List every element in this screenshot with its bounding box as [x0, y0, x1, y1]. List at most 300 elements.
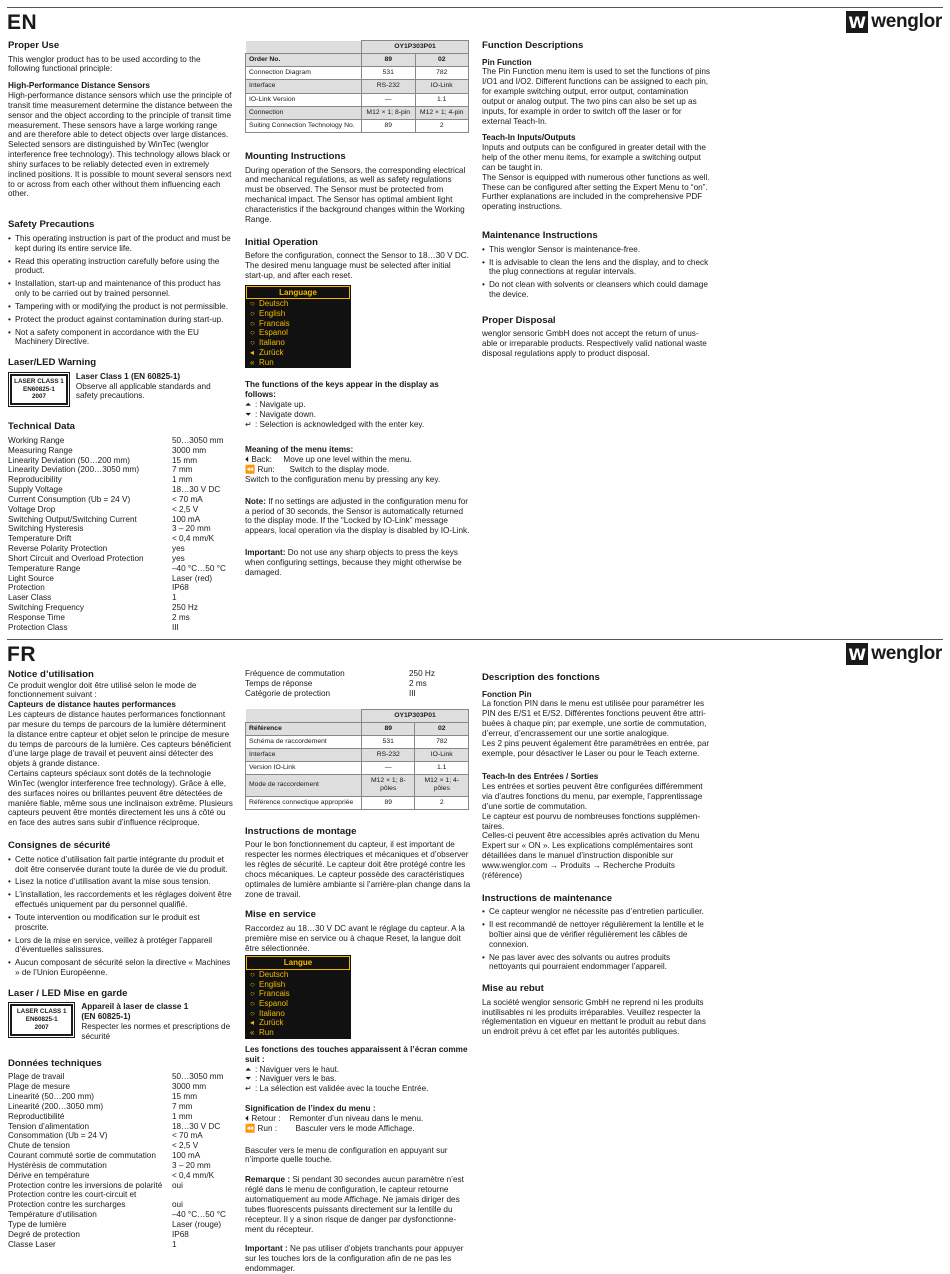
- list-item: • Il est recommandé de nettoyer régulièrement la lentille et le boîtier ainsi que de vérifier régulièrement les câbles de connexion.: [482, 920, 710, 950]
- tech-label: Classe Laser: [8, 1239, 56, 1249]
- table-cell: Suiting Connection Technology No.: [246, 119, 362, 132]
- menu-item: [246, 299, 350, 309]
- list-item: • Not a safety component in accordance with the EU Machinery Directive.: [8, 328, 233, 348]
- tech-label: Response Time: [8, 613, 65, 623]
- tech-data-table: [8, 1072, 233, 1249]
- teach-body-3: Celles-ci peuvent être accessibles après activation du Menu Expert sur « ON ». Les explications complémentaires sont détaillées dans le manuel d’instruction disponible sur www.wenglor.com → Produits → Recherche Produits (référence): [482, 831, 700, 880]
- order-table: [245, 709, 469, 810]
- tech-label: Hystérésis de commutation: [8, 1160, 107, 1170]
- laser-note: Respecter les normes et prescriptions de sécurité: [81, 1022, 231, 1041]
- radio-icon: ○: [250, 308, 255, 318]
- tech-title: Données techniques: [8, 1057, 102, 1069]
- meaning-back: [245, 455, 471, 465]
- menu-item: [246, 348, 350, 358]
- initial-body: Before the configuration, connect the Sensor to 18…30 V DC. The desired menu language must be selected after initial start-up, and after each reset.: [245, 251, 469, 280]
- table-header-cell: 89: [362, 722, 415, 735]
- tech-value: 50…3050 mm: [172, 435, 224, 445]
- table-row: [246, 67, 469, 80]
- tech-label: Degré de protection: [8, 1229, 80, 1239]
- key-up: [245, 400, 471, 410]
- table-cell: M12 × 1; 4-pin: [415, 106, 469, 119]
- tech-row: [245, 679, 470, 689]
- run-icon: ⏪: [245, 465, 258, 475]
- tech-value: < 0,4 mm/K: [172, 1170, 215, 1180]
- tech-label: Consommation (Ub = 24 V): [8, 1131, 108, 1141]
- mounting-title: Mounting Instructions: [245, 151, 346, 163]
- tech-value: < 2,5 V: [172, 504, 199, 514]
- mounting-body: During operation of the Sensors, the corresponding electrical and mechanical regulations, as well as safety regulations must be observed. The Sensor must be protected from mechanical impact. The Sensor has optimal ambient light characteristics if the background changes within the Working Range.: [245, 165, 466, 224]
- tech-label: Short Circuit and Overload Protection: [8, 553, 144, 563]
- laser-text: [76, 372, 233, 402]
- table-cell: 1.1: [415, 762, 469, 775]
- important-paragraph: [245, 548, 471, 578]
- tech-row: [8, 554, 233, 564]
- table-cell: Interface: [246, 749, 362, 762]
- tech-value: 15 mm: [172, 1092, 198, 1101]
- tech-value: < 70 mA: [172, 494, 203, 504]
- order-table: [245, 40, 469, 133]
- table-cell: Schéma de raccordement: [246, 735, 362, 748]
- key-down: [245, 1074, 471, 1084]
- tech-value: 3 – 20 mm: [172, 524, 211, 534]
- list-item: • Lors de la mise en service, veillez à protéger l’appareil d’éventuelles salissures.: [8, 936, 233, 956]
- important-paragraph: [245, 1244, 471, 1274]
- run-key: Run:: [257, 465, 275, 475]
- model-number: OY1P303P01: [362, 41, 469, 54]
- run-value: Switch to the display mode.: [289, 465, 390, 475]
- wenglor-logo-icon: W: [846, 11, 868, 33]
- proper-use-intro: Ce produit wenglor doit être utilisé selon le mode de fonctionnement suivant :: [8, 680, 197, 700]
- tech-label: Protection contre les inversions de polarité: [8, 1180, 163, 1190]
- tech-row: [8, 515, 233, 525]
- important-label: Important :: [245, 1244, 288, 1254]
- back-key: Retour :: [251, 1113, 281, 1123]
- tech-row: [8, 1151, 233, 1161]
- teach-body-2: Le capteur est pourvu de nombreuses fonctions supplémentaires.: [482, 811, 701, 831]
- back-icon: ◂: [250, 347, 255, 357]
- proper-use-body-2: Certains capteurs spéciaux sont dotés de la technologie WinTec (wenglor interference free technology). Grâce à elle, des surfaces noires ou brillantes peuvent être détectées de manière fiable, même sous une inclinaison extrême. Plusieurs capteurs peuvent être montés directement les uns à côté ou en face des autres sans subir d’influence réciproque.: [8, 769, 233, 828]
- tech-data-table-cont: [245, 669, 470, 699]
- tech-label: Plage de travail: [8, 1072, 65, 1082]
- brand-name: wenglor: [871, 643, 942, 664]
- menu-item-label: English: [259, 979, 286, 989]
- pin-body: La fonction PIN dans le menu est utilisée pour paramétrer les PIN des E/S1 et E/S2. Différentes fonctions peuvent être attribuées à chaque pin; par exemple, une sortie de commutation, d’erreur, d’encrassement our une sortie analogique.: [482, 699, 707, 738]
- column-1: [8, 40, 233, 633]
- arrow-up-icon: ⏶: [245, 399, 252, 409]
- menu-title: Langue: [246, 956, 350, 970]
- tech-value: 18…30 V DC: [172, 1121, 221, 1131]
- tech-row: [245, 669, 470, 679]
- table-cell: RS-232: [362, 80, 416, 93]
- table-row: [246, 735, 469, 748]
- table-cell: M12 × 1; 8-pôles: [362, 775, 415, 796]
- column-1: [8, 669, 233, 1250]
- list-item: • This operating instruction is part of the product and must be kept during its entire service life.: [8, 234, 233, 254]
- table-header-cell: 89: [362, 54, 416, 67]
- proper-use-body: Les capteurs de distance hautes performances fonctionnant par mesure du temps de parcours de la lumière déterminent la distance entre capteur et objet selon le principe de mesure du temps de parcours de la lumière. Ces capteurs bénéficient d’une large plage de travail et peuvent ainsi détecter des objets à grande distance.: [8, 710, 232, 769]
- tech-data-table: [8, 436, 233, 633]
- list-item: • Ce capteur wenglor ne nécessite pas d’entretien particulier.: [482, 907, 710, 917]
- tech-label: Reproducibility: [8, 475, 62, 485]
- tech-label: Dérive en température: [8, 1170, 90, 1180]
- table-row: [246, 762, 469, 775]
- table-cell: 2: [415, 119, 469, 132]
- top-rule: [7, 7, 943, 8]
- note-label: Note:: [245, 496, 266, 506]
- table-cell: —: [362, 762, 415, 775]
- tech-row: [8, 446, 233, 456]
- badge-line: EN60825-1: [25, 1016, 58, 1024]
- tech-row: [8, 574, 233, 584]
- section-rule: [7, 639, 943, 640]
- menu-item-label: Espanol: [259, 328, 288, 338]
- tech-label: Linearité (200…3050 mm): [8, 1101, 104, 1111]
- tech-value: 1: [172, 593, 177, 603]
- tech-value: 250 Hz: [409, 669, 435, 678]
- badge-line: EN60825-1: [23, 385, 55, 393]
- tech-value: 1 mm: [172, 1111, 193, 1121]
- brand-logo: [846, 643, 942, 666]
- tech-value: 7 mm: [172, 1101, 193, 1111]
- laser-class-badge: [10, 374, 68, 406]
- tech-row: [8, 583, 233, 593]
- language-menu-display: [245, 285, 351, 369]
- table-row: [246, 80, 469, 93]
- table-cell: —: [362, 93, 416, 106]
- laser-warning: [8, 1002, 233, 1041]
- tech-label: Switching Output/Switching Current: [8, 514, 137, 524]
- menu-item: [246, 328, 350, 338]
- table-cell: IO-Link Version: [246, 93, 362, 106]
- run-value: Basculer vers le mode Affichage.: [295, 1123, 415, 1133]
- language-code: EN: [7, 11, 38, 34]
- disposal-body: La société wenglor sensoric GmbH ne reprend ni les produits inutilisables ni les produits irréparables. Veuillez respecter la réglementation en vigueur en mettant le produit au rebut dans un endroit prévu à cet effet par les autorités publiques.: [482, 997, 706, 1037]
- safety-list: [8, 234, 233, 347]
- important-text: Do not use any sharp objects to press the keys when configuring settings, because they might otherwise be damaged.: [245, 548, 462, 577]
- tech-row: [8, 1181, 233, 1191]
- key-down-text: : Naviguer vers le bas.: [255, 1074, 337, 1084]
- tech-row: [8, 495, 233, 505]
- keys-title: The functions of the keys appear in the display as follows:: [245, 380, 439, 400]
- tech-label: Current Consumption (Ub = 24 V): [8, 494, 131, 504]
- tech-label: Température d’utilisation: [8, 1210, 97, 1220]
- proper-use-title: Proper Use: [8, 40, 60, 51]
- teach-body-2: The Sensor is equipped with numerous other functions as well. These can be configured after setting the Expert Menu to “on”. Further explanations are included in the comprehensive PDF operating instructions.: [482, 172, 710, 212]
- tech-row: [8, 456, 233, 466]
- tech-value: IP68: [172, 1229, 189, 1239]
- tech-value: [172, 1190, 233, 1200]
- maintenance-list: [482, 907, 710, 972]
- laser-title: Laser / LED Mise en garde: [8, 987, 128, 999]
- tech-label: Working Range: [8, 435, 65, 445]
- menu-item: [246, 319, 350, 329]
- list-item: • Read this operating instruction carefully before using the product.: [8, 257, 233, 277]
- tech-label: Linearity Deviation (200…3050 mm): [8, 465, 140, 475]
- laser-note: Observe all applicable standards and safety precautions.: [75, 381, 211, 401]
- tech-label: Tension d’alimentation: [8, 1121, 90, 1131]
- list-item: • Protect the product against contamination during start-up.: [8, 315, 233, 325]
- table-header-cell: Référence: [246, 722, 362, 735]
- arrow-down-icon: ⏷: [245, 409, 252, 419]
- tech-label: Catégorie de protection: [245, 688, 331, 698]
- tech-row: [8, 1161, 233, 1171]
- tech-row: [8, 1200, 233, 1210]
- table-row: [246, 749, 469, 762]
- tech-value: 100 mA: [172, 1151, 201, 1161]
- maintenance-title: Instructions de maintenance: [482, 892, 613, 904]
- proper-use-intro: This wenglor product has to be used according to the following functional principle:: [8, 54, 201, 74]
- menu-item-label: Francais: [259, 318, 290, 328]
- menu-item: [246, 1009, 350, 1019]
- table-cell: 89: [362, 119, 416, 132]
- enter-icon: ↵: [245, 419, 252, 429]
- key-up-text: : Naviguer vers le haut.: [255, 1064, 340, 1074]
- disposal-title: Proper Disposal: [482, 314, 556, 326]
- tech-row: [8, 475, 233, 485]
- tech-label: Temperature Range: [8, 563, 81, 573]
- table-row: [246, 41, 469, 54]
- radio-icon: ○: [250, 338, 255, 348]
- tech-row: [8, 613, 233, 623]
- tech-label: Supply Voltage: [8, 485, 63, 495]
- radio-icon: ○: [250, 328, 255, 338]
- table-cell: Connection: [246, 106, 362, 119]
- tech-row: [8, 505, 233, 515]
- table-row: [246, 106, 469, 119]
- note-label: Remarque :: [245, 1175, 291, 1185]
- teach-title: Teach-In Inputs/Outputs: [482, 133, 576, 143]
- list-item: • L’installation, les raccordements et les réglages doivent être effectués uniquement par du personnel qualifié.: [8, 890, 233, 910]
- arrow-up-icon: ⏶: [245, 1064, 252, 1074]
- tech-label: Protection contre les surcharges: [8, 1200, 126, 1210]
- table-cell: [246, 709, 362, 722]
- important-label: Important:: [245, 548, 286, 558]
- tech-label: Temps de réponse: [245, 678, 313, 688]
- menu-item-label: Deutsch: [259, 969, 289, 979]
- section-fr: [0, 632, 950, 1274]
- meaning-tail: Switch to the configuration menu by pressing any key.: [245, 474, 441, 484]
- menu-item-label: Deutsch: [259, 299, 289, 309]
- tech-row: [8, 1210, 233, 1220]
- table-cell: [246, 41, 362, 54]
- tech-value: yes: [172, 544, 185, 554]
- tech-label: Chute de tension: [8, 1141, 70, 1151]
- back-value: Remonter d’un niveau dans le menu.: [289, 1113, 424, 1123]
- radio-icon: ○: [250, 989, 255, 999]
- table-cell: IO-Link: [415, 80, 469, 93]
- table-cell: M12 × 1; 4-pôles: [415, 775, 469, 796]
- tech-value: 50…3050 mm: [172, 1072, 224, 1082]
- column-2: [245, 669, 471, 1274]
- menu-item-label: Italiano: [259, 1008, 285, 1018]
- menu-item-label: Run: [259, 357, 274, 367]
- language-menu-display: [245, 955, 351, 1039]
- list-item: • Installation, start-up and maintenance of this product has only to be carried out by trained personnel.: [8, 279, 233, 299]
- tech-value: oui: [172, 1200, 183, 1210]
- tech-value: < 0,4 mm/K: [172, 534, 215, 544]
- back-icon: ◂: [250, 1018, 255, 1028]
- menu-item-label: Francais: [259, 989, 290, 999]
- key-down: [245, 410, 471, 420]
- menu-item-label: English: [259, 308, 286, 318]
- tech-value: III: [409, 688, 416, 698]
- tech-row: [8, 485, 233, 495]
- run-key: Run :: [257, 1123, 278, 1133]
- laser-warning: [8, 372, 233, 406]
- table-cell: 89: [362, 796, 415, 809]
- table-header-cell: 02: [415, 722, 469, 735]
- tech-value: 3000 mm: [172, 445, 207, 455]
- tech-value: 7 mm: [172, 465, 193, 475]
- proper-use-subtitle: High-Performance Distance Sensors: [8, 81, 150, 91]
- key-enter-text: : La sélection est validée avec la touche Entrée.: [255, 1084, 429, 1094]
- tech-row: [8, 465, 233, 475]
- key-down-text: : Navigate down.: [255, 409, 316, 419]
- initial-title: Initial Operation: [245, 236, 319, 248]
- tech-row: [8, 603, 233, 613]
- tech-label: Temperature Drift: [8, 534, 72, 544]
- tech-row: [8, 544, 233, 554]
- tech-row: [8, 1131, 233, 1141]
- radio-icon: ○: [250, 1008, 255, 1018]
- tech-row: [8, 1141, 233, 1151]
- table-cell: RS-232: [362, 749, 415, 762]
- tech-label: Protection: [8, 583, 45, 593]
- tech-value: Laser (rouge): [172, 1219, 222, 1229]
- tech-value: yes: [172, 553, 185, 563]
- tech-value: < 70 mA: [172, 1131, 203, 1141]
- tech-row: [8, 1082, 233, 1092]
- tech-label: Laser Class: [8, 593, 52, 603]
- tech-value: < 2,5 V: [172, 1141, 199, 1151]
- keys-title: Les fonctions des touches apparaissent à l’écran comme suit :: [245, 1044, 468, 1064]
- list-item: • Do not clean with solvents or cleansers which could damage the device.: [482, 280, 710, 300]
- table-cell: Version IO-Link: [246, 762, 362, 775]
- key-enter: [245, 1084, 471, 1094]
- menu-item: [246, 999, 350, 1009]
- teach-body: Les entrées et sorties peuvent être configurées différemment via d’autres fonctions du menu, par exemple, l’apprentissage d’une sortie de commutation.: [482, 782, 703, 811]
- tech-label: Linearité (50…200 mm): [8, 1092, 95, 1101]
- table-row: [246, 796, 469, 809]
- menu-item-label: Espanol: [259, 999, 288, 1009]
- tech-value: 18…30 V DC: [172, 485, 221, 495]
- functions-title: Description des fonctions: [482, 672, 600, 683]
- list-item: • Ne pas laver avec des solvants ou autres produits nettoyants qui pourraient endommager l’appareil.: [482, 953, 710, 973]
- tech-row: [8, 1240, 233, 1250]
- tech-label: Type de lumière: [8, 1219, 67, 1229]
- meaning-run: [245, 465, 471, 475]
- enter-icon: ↵: [245, 1084, 252, 1094]
- tech-value: –40 °C…50 °C: [172, 563, 226, 573]
- tech-label: Reproductibilité: [8, 1111, 65, 1121]
- badge-line: LASER CLASS 1: [14, 377, 64, 385]
- laser-title: Laser/LED Warning: [8, 357, 97, 369]
- meaning-back: [245, 1114, 471, 1124]
- tech-label: Protection contre les court-circuit et: [8, 1190, 137, 1200]
- tech-label: Reverse Polarity Protection: [8, 544, 108, 554]
- menu-item: [246, 309, 350, 319]
- table-cell: M12 × 1; 8-pin: [362, 106, 416, 119]
- table-header-cell: 02: [415, 54, 469, 67]
- column-2: [245, 40, 471, 578]
- menu-item: [246, 980, 350, 990]
- pin-body: The Pin Function menu item is used to set the functions of pins I/O1 and I/O2. Different functions can be assigned to each pin, for example switching output, error output, contamination output or analog output. The two pins can also be set up as inputs, for example in order to switch off the laser or for external Teach-In.: [482, 67, 711, 126]
- column-3: [482, 40, 710, 359]
- tech-row: [8, 524, 233, 534]
- tech-value: oui: [172, 1180, 183, 1190]
- brand-name: wenglor: [871, 11, 942, 32]
- back-key: Back:: [251, 455, 272, 465]
- tech-value: 100 mA: [172, 514, 201, 524]
- proper-use-body: High-performance distance sensors which use the principle of transit time measurement determine the distance between the sensor and the object according to the principle of transit time measurement. These sensors have a large working range and are therefore able to detect objects over large distances. Selected sensors are distinguished by WinTec (wenglor interference free technology). This technology allows black or shiny surfaces to be reliably detected even in extremely inclined positions. It is possible to mount several sensors next to or across from each other without them influencing each other.: [8, 91, 233, 199]
- meaning-tail: Basculer vers le menu de configuration en appuyant sur n’importe quelle touche.: [245, 1145, 448, 1165]
- badge-line: 2007: [31, 393, 46, 401]
- menu-item: [246, 338, 350, 348]
- tech-label: Voltage Drop: [8, 504, 56, 514]
- tech-label: Protection Class: [8, 622, 68, 632]
- menu-item-label: Run: [259, 1028, 274, 1038]
- tech-row: [8, 1220, 233, 1230]
- tech-value: 1: [172, 1239, 177, 1249]
- important-text: Ne pas utiliser d’objets tranchants pour appuyer sur les touches lors de la configuration afin de ne pas les endommager.: [245, 1244, 464, 1274]
- back-icon: ⏴: [245, 455, 252, 465]
- tech-value: Laser (red): [172, 573, 213, 583]
- radio-icon: ○: [250, 999, 255, 1009]
- tech-label: Plage de mesure: [8, 1082, 70, 1092]
- tech-value: 3 – 20 mm: [172, 1160, 211, 1170]
- table-row: [246, 709, 469, 722]
- tech-value: 3000 mm: [172, 1082, 207, 1092]
- list-item: • Cette notice d’utilisation fait partie intégrante du produit et doit être conservée durant toute la durée de vie du produit.: [8, 855, 233, 875]
- note-paragraph: [245, 1175, 471, 1234]
- menu-item: [246, 1028, 350, 1038]
- section-en: [0, 0, 950, 636]
- note-text: If no settings are adjusted in the configuration menu for a period of 30 seconds, the Sensor is automatically returned to the display mode. If the “Locked by IO-Link” message appears, local operation via the display is disabled by IO-Link.: [245, 496, 470, 536]
- pin-body-2: Les 2 pins peuvent également être paramétrées en entrée, par exemple, pour désactiver le Laser ou pour le Teach externe.: [482, 738, 710, 758]
- safety-list: [8, 855, 233, 978]
- initial-title: Mise en service: [245, 909, 316, 921]
- key-up-text: : Navigate up.: [255, 399, 306, 409]
- language-code: FR: [7, 643, 36, 666]
- list-item: • It is advisable to clean the lens and the display, and to check the plug connections at regular intervals.: [482, 258, 710, 278]
- key-enter-text: : Selection is acknowledged with the enter key.: [255, 419, 425, 429]
- radio-icon: ○: [250, 299, 255, 309]
- table-cell: Interface: [246, 80, 362, 93]
- safety-title: Safety Precautions: [8, 219, 95, 231]
- tech-row: [8, 1230, 233, 1240]
- list-item: • Tampering with or modifying the product is not permissible.: [8, 302, 233, 312]
- disposal-body: wenglor sensoric GmbH does not accept the return of unusable or irreparable products. Respectively valid national waste disposal regulations apply to product disposal.: [482, 329, 707, 359]
- back-icon: ⏴: [245, 1113, 252, 1123]
- wenglor-logo-icon: W: [846, 643, 868, 665]
- maintenance-title: Maintenance Instructions: [482, 230, 598, 242]
- tech-label: Courant commuté sortie de commutation: [8, 1151, 156, 1161]
- badge-line: LASER CLASS 1: [16, 1008, 67, 1016]
- table-cell: Référence connectique appropriée: [246, 796, 362, 809]
- note-paragraph: [245, 497, 471, 536]
- pin-title: Pin Function: [482, 57, 532, 67]
- tech-value: 2 ms: [172, 613, 190, 623]
- table-cell: 531: [362, 67, 416, 80]
- run-icon: ⏪: [245, 1123, 258, 1133]
- run-icon: «: [250, 357, 255, 367]
- table-cell: 1.1: [415, 93, 469, 106]
- tech-row: [8, 1102, 233, 1112]
- radio-icon: ○: [250, 969, 255, 979]
- tech-label: Fréquence de commutation: [245, 669, 345, 678]
- table-cell: 782: [415, 67, 469, 80]
- table-cell: 531: [362, 735, 415, 748]
